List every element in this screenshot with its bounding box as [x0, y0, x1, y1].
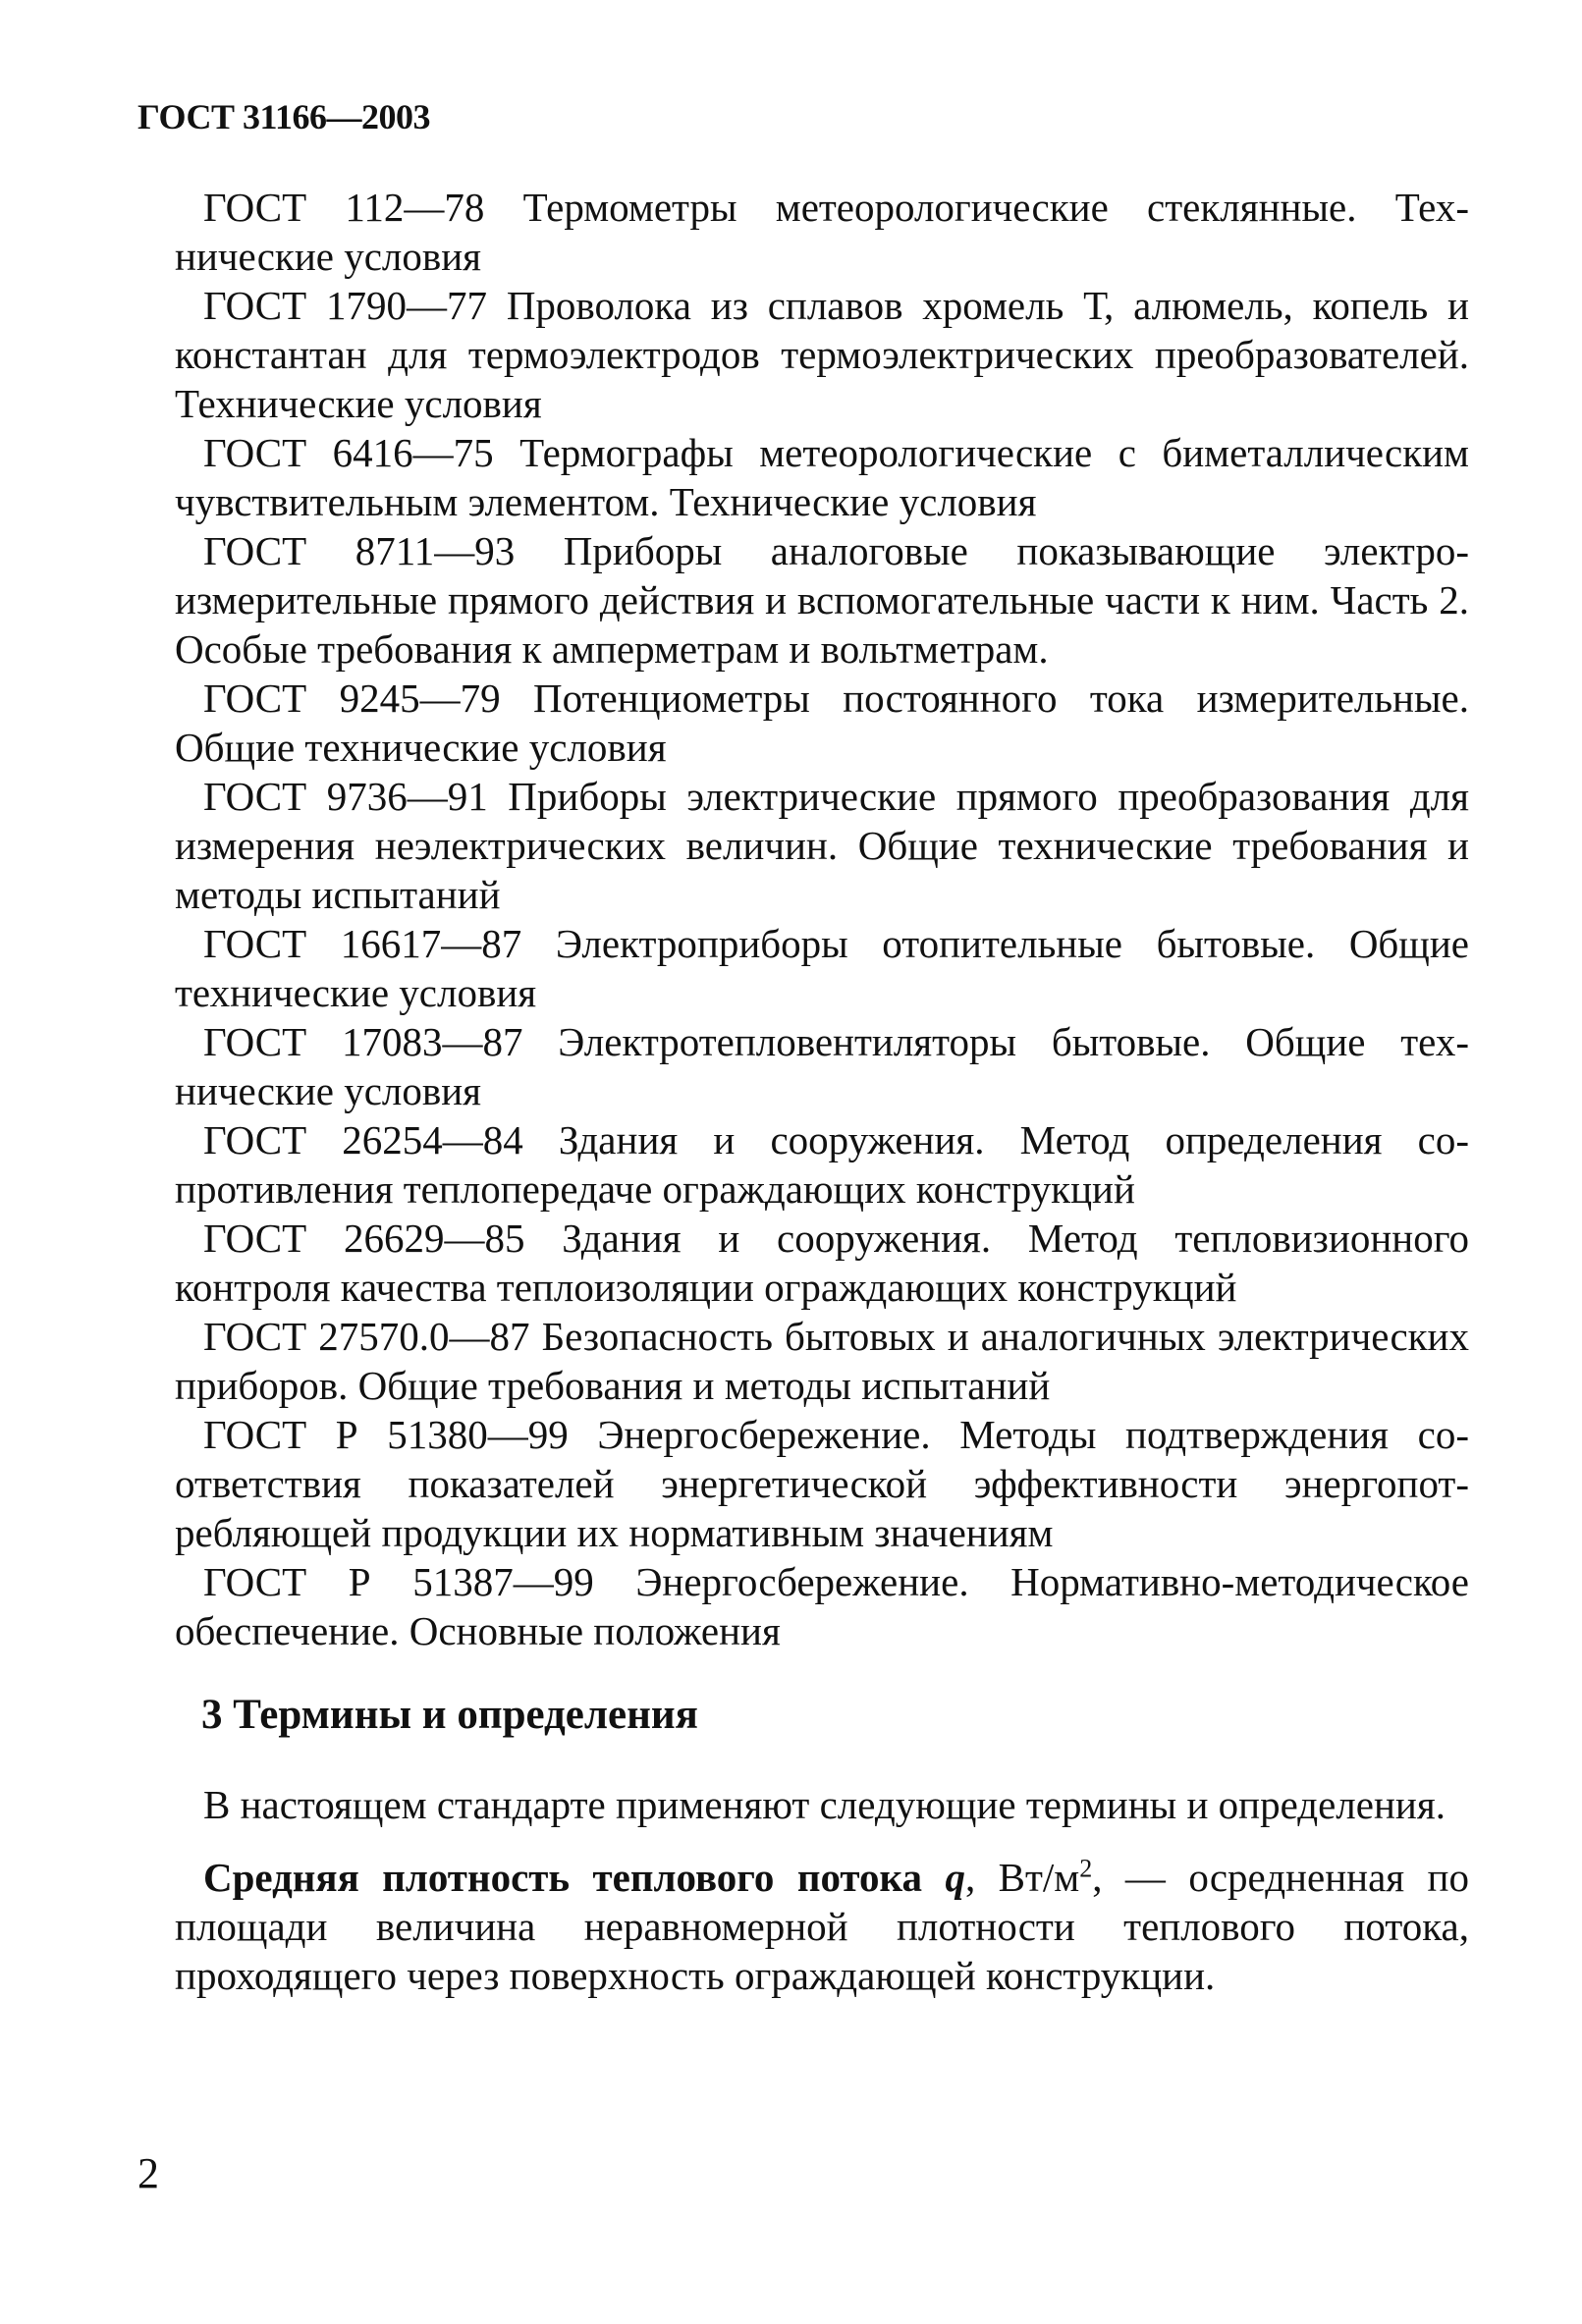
- definition-text: , — осредненная по площади величина неравномерной плотности теплового потока, проходящего через поверхность ограждающей конструкции.: [175, 1855, 1469, 1998]
- reference-item: ГОСТ 26629—85 Здания и сооружения. Метод тепловизионного контроля качества теплоизоляции ограждающих конструкций: [175, 1216, 1469, 1310]
- section-intro: В настоящем стандарте применяют следующие термины и определения.: [203, 1782, 1446, 1827]
- definition-symbol: q: [945, 1855, 965, 1900]
- reference-item: ГОСТ Р 51380—99 Энергосбережение. Методы подтверждения соответствия показателей энергетической эффективности энергопотребляющей продукции их нормативным значениям: [175, 1412, 1469, 1555]
- standard-header: ГОСТ 31166—2003: [137, 97, 430, 136]
- page-number: 2: [137, 2149, 159, 2197]
- definition-paragraph: [175, 1853, 1469, 2000]
- definition-term: Средняя плотность теплового потока: [203, 1855, 923, 1900]
- normative-references-list: [175, 183, 1469, 1655]
- reference-item: ГОСТ 17083—87 Электротепловентиляторы бытовые. Общие технические условия: [175, 1019, 1469, 1113]
- reference-item: ГОСТ 6416—75 Термографы метеорологические с биметаллическим чувствительным элементом. Технические условия: [175, 430, 1469, 524]
- section-title: 3 Термины и определения: [201, 1692, 698, 1738]
- reference-item: ГОСТ 16617—87 Электроприборы отопительные бытовые. Общие технические условия: [175, 921, 1469, 1015]
- reference-item: ГОСТ 112—78 Термометры метеорологические стеклянные. Технические условия: [175, 185, 1469, 279]
- reference-item: ГОСТ 9245—79 Потенциометры постоянного тока измерительные. Общие технические условия: [175, 676, 1469, 770]
- reference-item: ГОСТ 26254—84 Здания и сооружения. Метод определения сопротивления теплопередаче ограждающих конструкций: [175, 1117, 1469, 1212]
- reference-item: ГОСТ 9736—91 Приборы электрические прямого преобразования для измерения неэлектрических величин. Общие технические требования и методы испытаний: [175, 774, 1469, 917]
- reference-item: ГОСТ 27570.0—87 Безопасность бытовых и аналогичных электрических приборов. Общие требования и методы испытаний: [175, 1314, 1469, 1408]
- reference-item: ГОСТ 8711—93 Приборы аналоговые показывающие электроизмерительные прямого действия и вспомогательные части к ним. Часть 2. Особые требования к амперметрам и вольтметрам.: [175, 528, 1469, 672]
- definition-unit: , Вт/м: [964, 1855, 1080, 1900]
- section-body: [175, 1780, 1469, 2000]
- reference-item: ГОСТ Р 51387—99 Энергосбережение. Нормативно-методическое обеспечение. Основные положения: [175, 1559, 1469, 1653]
- unit-exponent: 2: [1079, 1854, 1093, 1883]
- reference-item: ГОСТ 1790—77 Проволока из сплавов хромель Т, алюмель, копель и константан для термоэлектродов термоэлектрических преобразователей. Технические условия: [175, 283, 1469, 426]
